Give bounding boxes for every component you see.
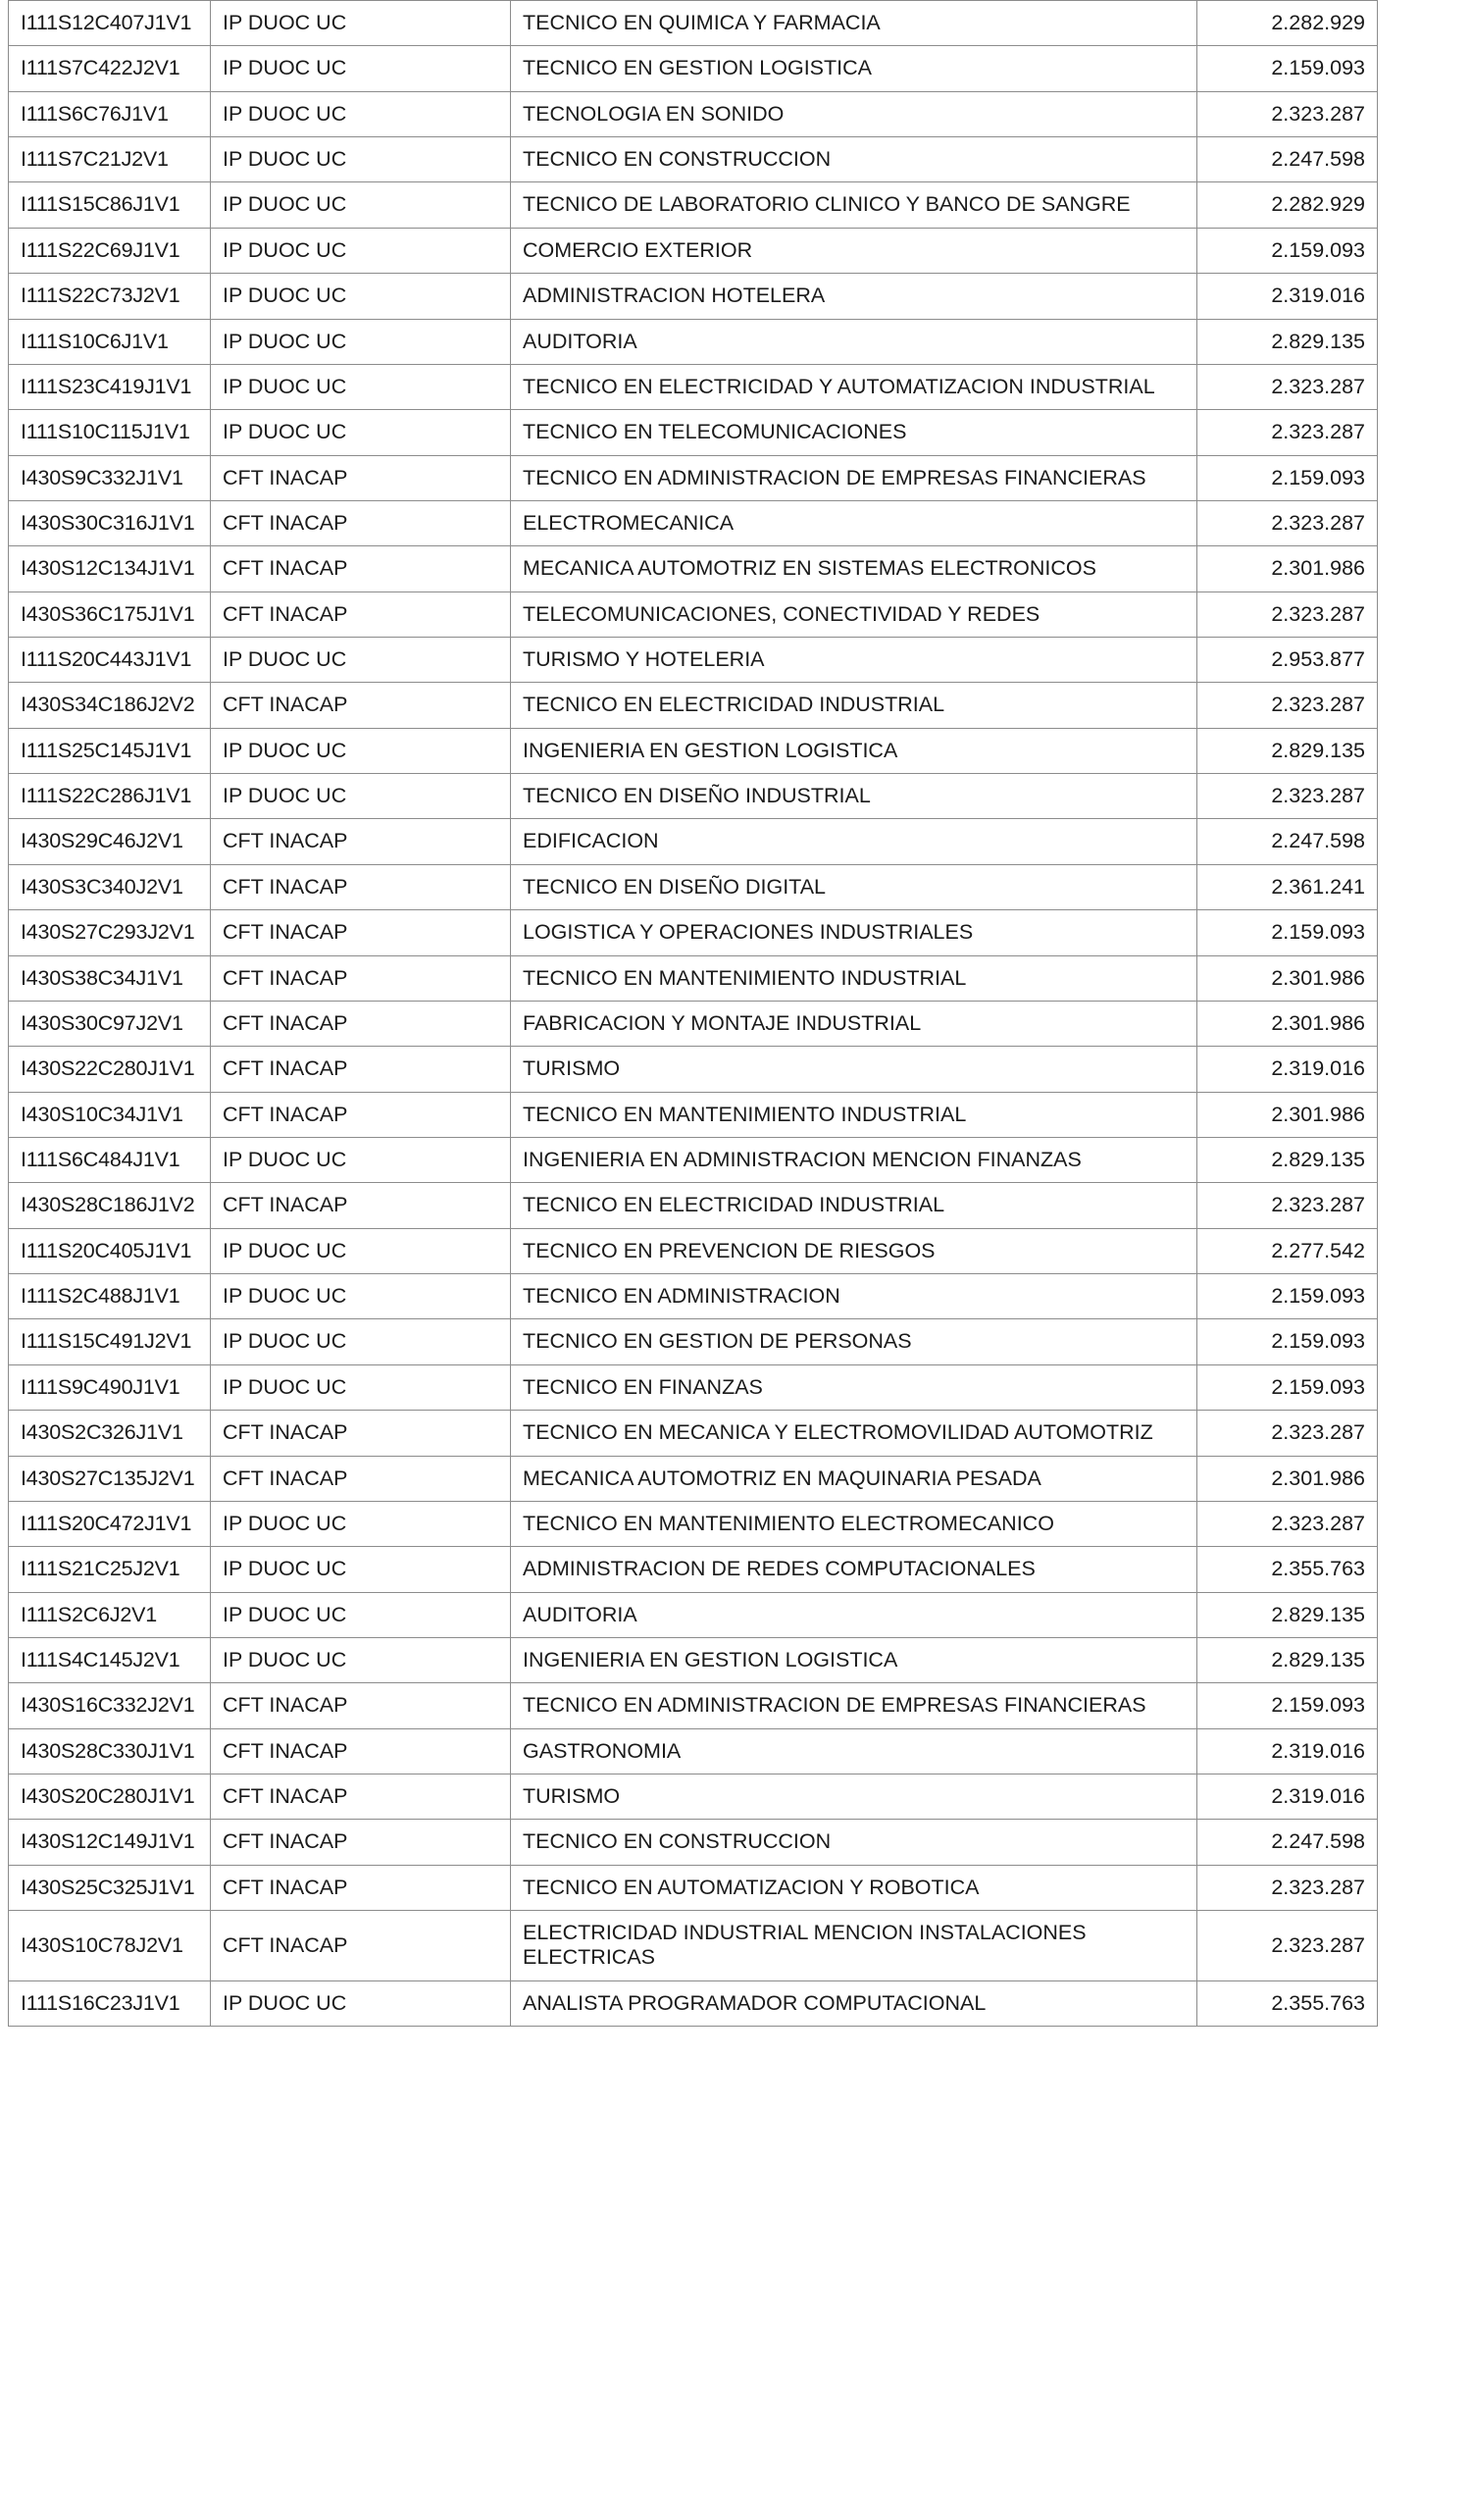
cell-institution: IP DUOC UC bbox=[211, 182, 511, 228]
cell-institution: IP DUOC UC bbox=[211, 137, 511, 182]
cell-institution: IP DUOC UC bbox=[211, 410, 511, 455]
cell-value: 2.323.287 bbox=[1197, 1865, 1378, 1910]
cell-program: TECNICO EN MANTENIMIENTO INDUSTRIAL bbox=[511, 1092, 1197, 1137]
cell-program: TURISMO bbox=[511, 1774, 1197, 1820]
cell-code: I430S12C134J1V1 bbox=[9, 546, 211, 591]
cell-value: 2.355.763 bbox=[1197, 1547, 1378, 1592]
cell-program: INGENIERIA EN ADMINISTRACION MENCION FINANZAS bbox=[511, 1137, 1197, 1182]
cell-institution: IP DUOC UC bbox=[211, 638, 511, 683]
cell-code: I430S12C149J1V1 bbox=[9, 1820, 211, 1865]
cell-code: I430S28C186J1V2 bbox=[9, 1183, 211, 1228]
cell-code: I111S20C443J1V1 bbox=[9, 638, 211, 683]
table-row bbox=[9, 455, 1378, 500]
cell-program: TECNICO EN QUIMICA Y FARMACIA bbox=[511, 1, 1197, 46]
cell-value: 2.301.986 bbox=[1197, 546, 1378, 591]
cell-value: 2.159.093 bbox=[1197, 46, 1378, 91]
table-row bbox=[9, 1637, 1378, 1682]
cell-value: 2.319.016 bbox=[1197, 274, 1378, 319]
table-row bbox=[9, 546, 1378, 591]
cell-code: I111S2C6J2V1 bbox=[9, 1592, 211, 1637]
cell-program: TECNICO EN ELECTRICIDAD INDUSTRIAL bbox=[511, 683, 1197, 728]
cell-institution: CFT INACAP bbox=[211, 546, 511, 591]
cell-code: I111S2C488J1V1 bbox=[9, 1274, 211, 1319]
table-row bbox=[9, 955, 1378, 1001]
table-row bbox=[9, 1980, 1378, 2026]
cell-code: I430S34C186J2V2 bbox=[9, 683, 211, 728]
cell-program: TURISMO bbox=[511, 1047, 1197, 1092]
cell-code: I430S30C97J2V1 bbox=[9, 1001, 211, 1046]
table-row bbox=[9, 1683, 1378, 1728]
table-row bbox=[9, 274, 1378, 319]
table-row bbox=[9, 1001, 1378, 1046]
table-row bbox=[9, 182, 1378, 228]
cell-code: I111S6C76J1V1 bbox=[9, 91, 211, 136]
table-row bbox=[9, 1137, 1378, 1182]
cell-code: I430S25C325J1V1 bbox=[9, 1865, 211, 1910]
cell-institution: CFT INACAP bbox=[211, 1865, 511, 1910]
table-row bbox=[9, 1274, 1378, 1319]
cell-institution: CFT INACAP bbox=[211, 1683, 511, 1728]
cell-institution: CFT INACAP bbox=[211, 1774, 511, 1820]
cell-value: 2.323.287 bbox=[1197, 364, 1378, 409]
cell-value: 2.301.986 bbox=[1197, 1001, 1378, 1046]
cell-program: TECNICO EN MECANICA Y ELECTROMOVILIDAD AUTOMOTRIZ bbox=[511, 1411, 1197, 1456]
cell-value: 2.247.598 bbox=[1197, 1820, 1378, 1865]
cell-institution: CFT INACAP bbox=[211, 1820, 511, 1865]
table-row bbox=[9, 1183, 1378, 1228]
cell-value: 2.323.287 bbox=[1197, 591, 1378, 637]
cell-institution: IP DUOC UC bbox=[211, 46, 511, 91]
cell-code: I111S9C490J1V1 bbox=[9, 1364, 211, 1410]
cell-institution: IP DUOC UC bbox=[211, 274, 511, 319]
cell-value: 2.829.135 bbox=[1197, 319, 1378, 364]
cell-value: 2.301.986 bbox=[1197, 955, 1378, 1001]
cell-value: 2.277.542 bbox=[1197, 1228, 1378, 1273]
cell-value: 2.282.929 bbox=[1197, 1, 1378, 46]
cell-program: ANALISTA PROGRAMADOR COMPUTACIONAL bbox=[511, 1980, 1197, 2026]
cell-value: 2.319.016 bbox=[1197, 1728, 1378, 1774]
cell-program: TECNICO EN CONSTRUCCION bbox=[511, 1820, 1197, 1865]
table-row bbox=[9, 500, 1378, 545]
table-row bbox=[9, 864, 1378, 909]
cell-code: I111S20C405J1V1 bbox=[9, 1228, 211, 1273]
cell-code: I111S7C422J2V1 bbox=[9, 46, 211, 91]
cell-code: I111S16C23J1V1 bbox=[9, 1980, 211, 2026]
cell-institution: IP DUOC UC bbox=[211, 319, 511, 364]
cell-value: 2.247.598 bbox=[1197, 137, 1378, 182]
cell-code: I430S27C135J2V1 bbox=[9, 1456, 211, 1501]
cell-program: LOGISTICA Y OPERACIONES INDUSTRIALES bbox=[511, 910, 1197, 955]
cell-program: ELECTRICIDAD INDUSTRIAL MENCION INSTALACIONES ELECTRICAS bbox=[511, 1911, 1197, 1981]
cell-program: TECNICO EN MANTENIMIENTO ELECTROMECANICO bbox=[511, 1501, 1197, 1546]
cell-code: I430S10C34J1V1 bbox=[9, 1092, 211, 1137]
cell-value: 2.301.986 bbox=[1197, 1092, 1378, 1137]
cell-code: I430S3C340J2V1 bbox=[9, 864, 211, 909]
cell-code: I111S15C86J1V1 bbox=[9, 182, 211, 228]
cell-code: I430S27C293J2V1 bbox=[9, 910, 211, 955]
cell-program: FABRICACION Y MONTAJE INDUSTRIAL bbox=[511, 1001, 1197, 1046]
cell-program: TECNICO EN DISEÑO INDUSTRIAL bbox=[511, 774, 1197, 819]
cell-institution: CFT INACAP bbox=[211, 455, 511, 500]
table-row bbox=[9, 410, 1378, 455]
table-row bbox=[9, 683, 1378, 728]
table-row bbox=[9, 1592, 1378, 1637]
cell-value: 2.323.287 bbox=[1197, 410, 1378, 455]
cell-code: I111S12C407J1V1 bbox=[9, 1, 211, 46]
cell-code: I430S2C326J1V1 bbox=[9, 1411, 211, 1456]
table-row bbox=[9, 1774, 1378, 1820]
cell-institution: IP DUOC UC bbox=[211, 1501, 511, 1546]
cell-code: I111S20C472J1V1 bbox=[9, 1501, 211, 1546]
cell-code: I430S20C280J1V1 bbox=[9, 1774, 211, 1820]
cell-institution: IP DUOC UC bbox=[211, 1592, 511, 1637]
cell-institution: IP DUOC UC bbox=[211, 1137, 511, 1182]
cell-program: TECNICO EN CONSTRUCCION bbox=[511, 137, 1197, 182]
table-row bbox=[9, 1547, 1378, 1592]
table-row bbox=[9, 1456, 1378, 1501]
cell-institution: CFT INACAP bbox=[211, 1411, 511, 1456]
cell-institution: CFT INACAP bbox=[211, 910, 511, 955]
cell-value: 2.319.016 bbox=[1197, 1774, 1378, 1820]
table-row bbox=[9, 910, 1378, 955]
cell-institution: CFT INACAP bbox=[211, 1728, 511, 1774]
table-row bbox=[9, 1092, 1378, 1137]
cell-program: TECNICO DE LABORATORIO CLINICO Y BANCO DE SANGRE bbox=[511, 182, 1197, 228]
cell-program: TECNICO EN GESTION DE PERSONAS bbox=[511, 1319, 1197, 1364]
cell-value: 2.323.287 bbox=[1197, 500, 1378, 545]
table-row bbox=[9, 1820, 1378, 1865]
cell-institution: CFT INACAP bbox=[211, 683, 511, 728]
cell-program: TECNICO EN ELECTRICIDAD INDUSTRIAL bbox=[511, 1183, 1197, 1228]
table-row bbox=[9, 46, 1378, 91]
cell-value: 2.323.287 bbox=[1197, 1911, 1378, 1981]
cell-institution: CFT INACAP bbox=[211, 864, 511, 909]
cell-institution: CFT INACAP bbox=[211, 819, 511, 864]
cell-code: I430S10C78J2V1 bbox=[9, 1911, 211, 1981]
cell-program: TECNICO EN TELECOMUNICACIONES bbox=[511, 410, 1197, 455]
table-row bbox=[9, 1319, 1378, 1364]
cell-value: 2.323.287 bbox=[1197, 683, 1378, 728]
cell-value: 2.355.763 bbox=[1197, 1980, 1378, 2026]
cell-code: I430S9C332J1V1 bbox=[9, 455, 211, 500]
table-row bbox=[9, 1047, 1378, 1092]
table-row bbox=[9, 591, 1378, 637]
cell-program: TECNICO EN ELECTRICIDAD Y AUTOMATIZACION INDUSTRIAL bbox=[511, 364, 1197, 409]
cell-institution: CFT INACAP bbox=[211, 1456, 511, 1501]
cell-institution: IP DUOC UC bbox=[211, 1547, 511, 1592]
table-row bbox=[9, 319, 1378, 364]
cell-code: I430S28C330J1V1 bbox=[9, 1728, 211, 1774]
cell-value: 2.282.929 bbox=[1197, 182, 1378, 228]
cell-value: 2.247.598 bbox=[1197, 819, 1378, 864]
cell-code: I430S29C46J2V1 bbox=[9, 819, 211, 864]
table-row bbox=[9, 1228, 1378, 1273]
cell-institution: CFT INACAP bbox=[211, 500, 511, 545]
cell-program: TECNICO EN ADMINISTRACION DE EMPRESAS FINANCIERAS bbox=[511, 455, 1197, 500]
cell-program: INGENIERIA EN GESTION LOGISTICA bbox=[511, 1637, 1197, 1682]
cell-code: I111S21C25J2V1 bbox=[9, 1547, 211, 1592]
cell-code: I430S36C175J1V1 bbox=[9, 591, 211, 637]
table-row bbox=[9, 91, 1378, 136]
cell-program: TECNICO EN ADMINISTRACION DE EMPRESAS FINANCIERAS bbox=[511, 1683, 1197, 1728]
cell-institution: IP DUOC UC bbox=[211, 1274, 511, 1319]
cell-program: TELECOMUNICACIONES, CONECTIVIDAD Y REDES bbox=[511, 591, 1197, 637]
cell-value: 2.829.135 bbox=[1197, 728, 1378, 773]
cell-program: INGENIERIA EN GESTION LOGISTICA bbox=[511, 728, 1197, 773]
cell-institution: CFT INACAP bbox=[211, 1183, 511, 1228]
cell-code: I430S38C34J1V1 bbox=[9, 955, 211, 1001]
cell-code: I111S10C6J1V1 bbox=[9, 319, 211, 364]
table-row bbox=[9, 1364, 1378, 1410]
cell-code: I111S22C73J2V1 bbox=[9, 274, 211, 319]
cell-institution: IP DUOC UC bbox=[211, 1637, 511, 1682]
cell-code: I111S10C115J1V1 bbox=[9, 410, 211, 455]
cell-institution: IP DUOC UC bbox=[211, 228, 511, 273]
cell-code: I111S22C286J1V1 bbox=[9, 774, 211, 819]
table-row bbox=[9, 364, 1378, 409]
cell-institution: IP DUOC UC bbox=[211, 728, 511, 773]
cell-program: TECNICO EN GESTION LOGISTICA bbox=[511, 46, 1197, 91]
cell-value: 2.159.093 bbox=[1197, 1364, 1378, 1410]
cell-code: I111S4C145J2V1 bbox=[9, 1637, 211, 1682]
cell-program: COMERCIO EXTERIOR bbox=[511, 228, 1197, 273]
cell-program: TURISMO Y HOTELERIA bbox=[511, 638, 1197, 683]
cell-institution: CFT INACAP bbox=[211, 955, 511, 1001]
cell-value: 2.159.093 bbox=[1197, 1683, 1378, 1728]
table-row bbox=[9, 1728, 1378, 1774]
table-row bbox=[9, 1865, 1378, 1910]
cell-value: 2.319.016 bbox=[1197, 1047, 1378, 1092]
table-row bbox=[9, 1, 1378, 46]
cell-program: TECNICO EN PREVENCION DE RIESGOS bbox=[511, 1228, 1197, 1273]
table-row bbox=[9, 137, 1378, 182]
cell-institution: IP DUOC UC bbox=[211, 364, 511, 409]
cell-value: 2.829.135 bbox=[1197, 1637, 1378, 1682]
table-row bbox=[9, 228, 1378, 273]
cell-program: TECNICO EN AUTOMATIZACION Y ROBOTICA bbox=[511, 1865, 1197, 1910]
table-row bbox=[9, 774, 1378, 819]
cell-code: I111S22C69J1V1 bbox=[9, 228, 211, 273]
cell-program: TECNICO EN ADMINISTRACION bbox=[511, 1274, 1197, 1319]
cell-value: 2.829.135 bbox=[1197, 1137, 1378, 1182]
cell-institution: IP DUOC UC bbox=[211, 91, 511, 136]
cell-value: 2.323.287 bbox=[1197, 1183, 1378, 1228]
cell-institution: CFT INACAP bbox=[211, 1092, 511, 1137]
cell-program: ADMINISTRACION DE REDES COMPUTACIONALES bbox=[511, 1547, 1197, 1592]
cell-value: 2.953.877 bbox=[1197, 638, 1378, 683]
cell-code: I111S7C21J2V1 bbox=[9, 137, 211, 182]
cell-value: 2.301.986 bbox=[1197, 1456, 1378, 1501]
cell-code: I430S22C280J1V1 bbox=[9, 1047, 211, 1092]
cell-value: 2.323.287 bbox=[1197, 774, 1378, 819]
cell-institution: IP DUOC UC bbox=[211, 1, 511, 46]
cell-value: 2.323.287 bbox=[1197, 91, 1378, 136]
cell-value: 2.159.093 bbox=[1197, 455, 1378, 500]
cell-value: 2.159.093 bbox=[1197, 228, 1378, 273]
cell-program: TECNICO EN MANTENIMIENTO INDUSTRIAL bbox=[511, 955, 1197, 1001]
cell-program: ELECTROMECANICA bbox=[511, 500, 1197, 545]
cell-program: EDIFICACION bbox=[511, 819, 1197, 864]
table-row bbox=[9, 1501, 1378, 1546]
cell-program: GASTRONOMIA bbox=[511, 1728, 1197, 1774]
table-body bbox=[9, 1, 1378, 2027]
cell-institution: IP DUOC UC bbox=[211, 1364, 511, 1410]
cell-value: 2.159.093 bbox=[1197, 1319, 1378, 1364]
cell-program: TECNICO EN DISEÑO DIGITAL bbox=[511, 864, 1197, 909]
cell-institution: IP DUOC UC bbox=[211, 774, 511, 819]
table-row bbox=[9, 638, 1378, 683]
cell-value: 2.361.241 bbox=[1197, 864, 1378, 909]
cell-code: I111S6C484J1V1 bbox=[9, 1137, 211, 1182]
cell-program: AUDITORIA bbox=[511, 319, 1197, 364]
cell-institution: IP DUOC UC bbox=[211, 1228, 511, 1273]
cell-value: 2.323.287 bbox=[1197, 1411, 1378, 1456]
cell-program: TECNOLOGIA EN SONIDO bbox=[511, 91, 1197, 136]
cell-code: I111S23C419J1V1 bbox=[9, 364, 211, 409]
cell-value: 2.159.093 bbox=[1197, 910, 1378, 955]
cell-institution: IP DUOC UC bbox=[211, 1319, 511, 1364]
cell-institution: IP DUOC UC bbox=[211, 1980, 511, 2026]
cell-program: MECANICA AUTOMOTRIZ EN MAQUINARIA PESADA bbox=[511, 1456, 1197, 1501]
cell-program: ADMINISTRACION HOTELERA bbox=[511, 274, 1197, 319]
table-row bbox=[9, 728, 1378, 773]
cell-program: MECANICA AUTOMOTRIZ EN SISTEMAS ELECTRONICOS bbox=[511, 546, 1197, 591]
cell-institution: CFT INACAP bbox=[211, 1911, 511, 1981]
table-row bbox=[9, 1411, 1378, 1456]
cell-code: I430S30C316J1V1 bbox=[9, 500, 211, 545]
cell-institution: CFT INACAP bbox=[211, 1047, 511, 1092]
table-row bbox=[9, 819, 1378, 864]
programs-table bbox=[8, 0, 1378, 2027]
cell-institution: CFT INACAP bbox=[211, 591, 511, 637]
cell-program: TECNICO EN FINANZAS bbox=[511, 1364, 1197, 1410]
cell-value: 2.829.135 bbox=[1197, 1592, 1378, 1637]
cell-code: I111S15C491J2V1 bbox=[9, 1319, 211, 1364]
cell-institution: CFT INACAP bbox=[211, 1001, 511, 1046]
cell-value: 2.159.093 bbox=[1197, 1274, 1378, 1319]
cell-code: I430S16C332J2V1 bbox=[9, 1683, 211, 1728]
cell-value: 2.323.287 bbox=[1197, 1501, 1378, 1546]
cell-program: AUDITORIA bbox=[511, 1592, 1197, 1637]
cell-code: I111S25C145J1V1 bbox=[9, 728, 211, 773]
table-row bbox=[9, 1911, 1378, 1981]
